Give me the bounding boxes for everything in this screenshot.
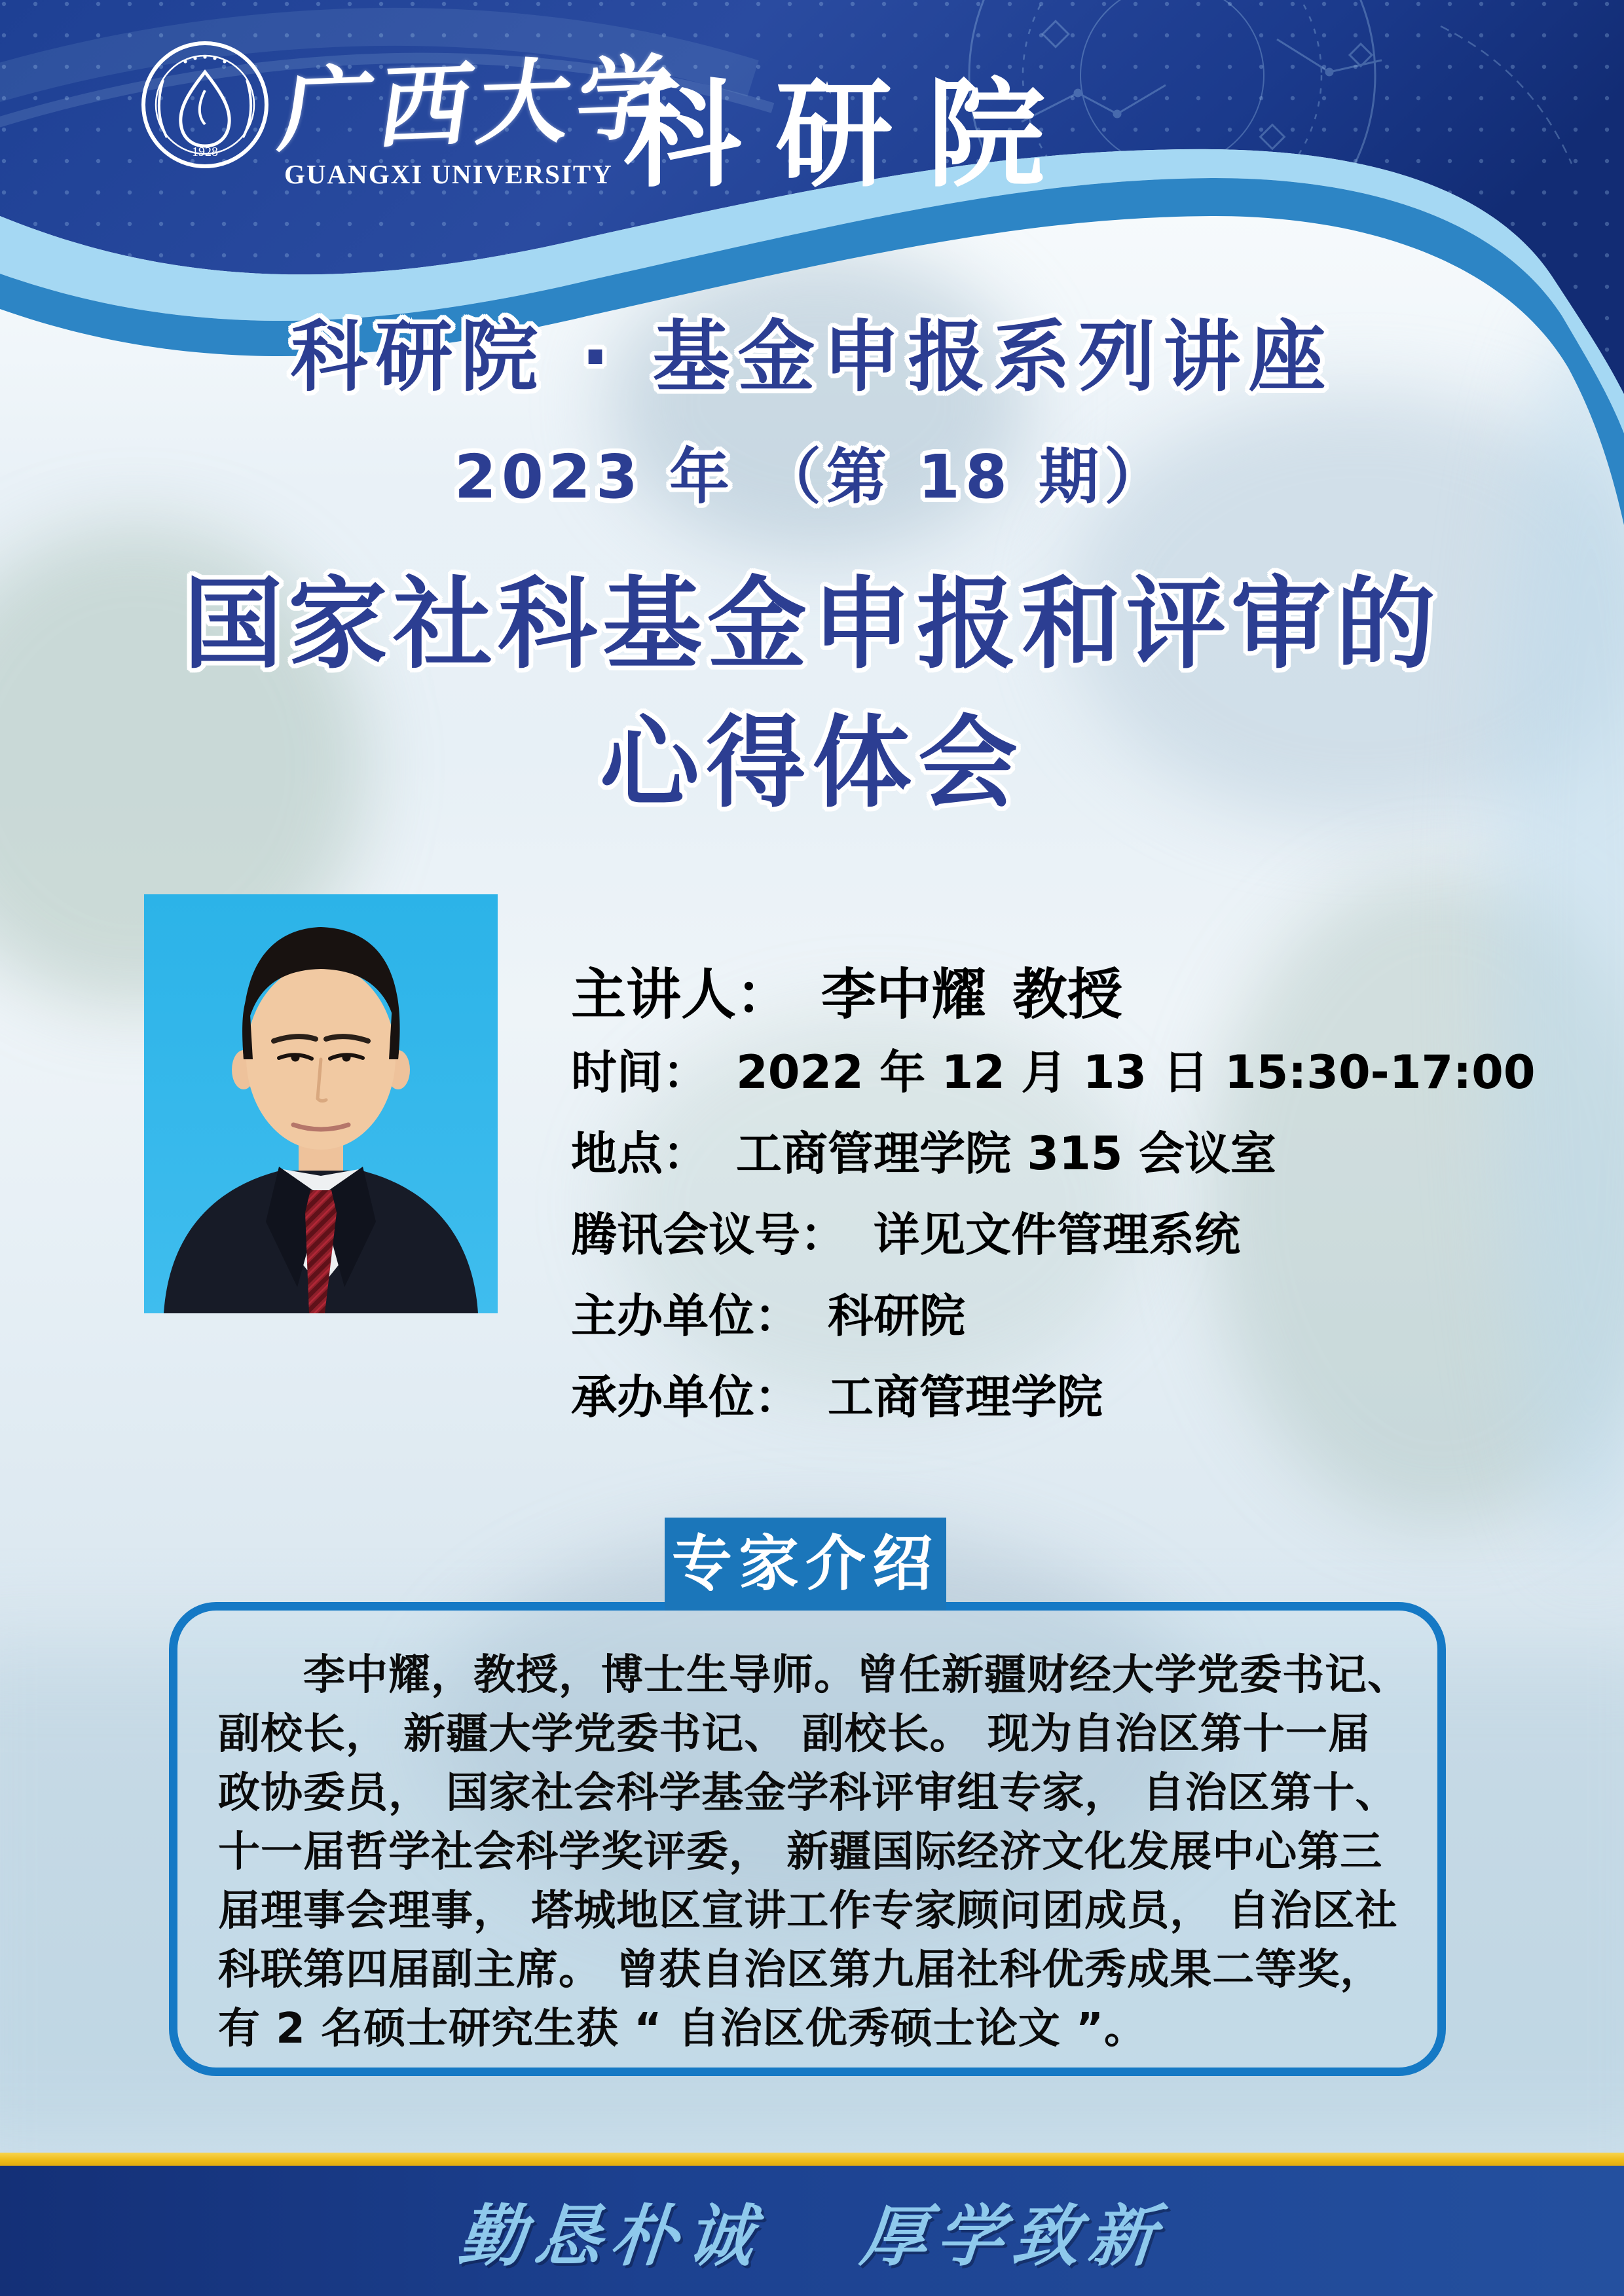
gold-stripe [0,2153,1624,2166]
expert-badge: 专家介绍 [665,1518,946,1611]
expert-bio-box [169,1602,1446,2076]
speaker-name: 李中耀 [821,962,987,1027]
info-row-host-value: 科研院 [828,1289,965,1343]
info-row-organizer-value: 工商管理学院 [828,1370,1103,1424]
info-row-host [571,1275,1536,1357]
info-row-time-label: 时间： [571,1046,709,1099]
lecture-title-line1: 国家社科基金申报和评审的 [183,566,1441,682]
university-emblem [139,39,270,170]
lecture-title-line2: 心得体会 [600,705,1024,821]
bio-line-1: 李中耀，教授，博士生导师。曾任新疆财经大学党委书记、 [218,1651,1410,1700]
institute-name: 科研院 [623,67,1080,204]
info-row-meeting-label: 腾讯会议号： [571,1208,846,1262]
university-name-zh: 广西大学 [273,45,684,166]
info-row-host-label: 主办单位： [571,1289,800,1343]
bio-line-7: 有 2 名硕士研究生获 “ 自治区优秀硕士论文 ”。 [218,2005,1147,2053]
university-name-en: GUANGXI UNIVERSITY [284,159,613,189]
speaker-row [571,951,1122,1030]
info-row-meeting [571,1194,1536,1275]
series-issue: 2023 年 （第 18 期） [454,442,1170,512]
footer-band [0,2166,1624,2296]
info-row-location-label: 地点： [571,1127,709,1180]
info-row-meeting-value: 详见文件管理系统 [874,1208,1240,1262]
info-row-organizer-label: 承办单位： [571,1370,800,1424]
info-row-location [571,1113,1536,1194]
motto-right: 厚学致新 [857,2197,1168,2276]
lecture-details [571,1032,1536,1438]
emblem-wheat-left-icon [159,80,167,137]
speaker-title: 教授 [1012,962,1123,1027]
bio-line-6: 科联第四届副主席。 曾获自治区第九届社科优秀成果二等奖， [218,1946,1383,1994]
emblem-year: 1928 [192,145,218,159]
bio-line-5: 届理事会理事， 塔城地区宣讲工作专家顾问团成员， 自治区社 [218,1887,1398,1935]
bio-line-4: 十一届哲学社会科学奖评委， 新疆国际经济文化发展中心第三 [218,1828,1383,1876]
bio-line-2: 副校长， 新疆大学党委书记、 副校长。 现为自治区第十一届 [218,1710,1371,1758]
speaker-label: 主讲人： [571,962,792,1027]
brand-row [0,0,1624,223]
speaker-photo [144,894,498,1313]
info-row-time-value: 2022 年 12 月 13 日 15:30-17:00 [736,1046,1536,1099]
info-row-time [571,1032,1536,1113]
series-title: 科研院 · 基金申报系列讲座 [290,312,1334,402]
info-row-organizer [571,1357,1536,1438]
bio-line-3: 政协委员， 国家社会科学基金学科评审组专家， 自治区第十、 [218,1769,1398,1817]
emblem-drop-icon [181,72,229,146]
motto-left: 勤恳朴诚 [455,2197,766,2276]
info-row-location-value: 工商管理学院 315 会议室 [736,1127,1276,1180]
emblem-wheat-right-icon [243,80,251,137]
